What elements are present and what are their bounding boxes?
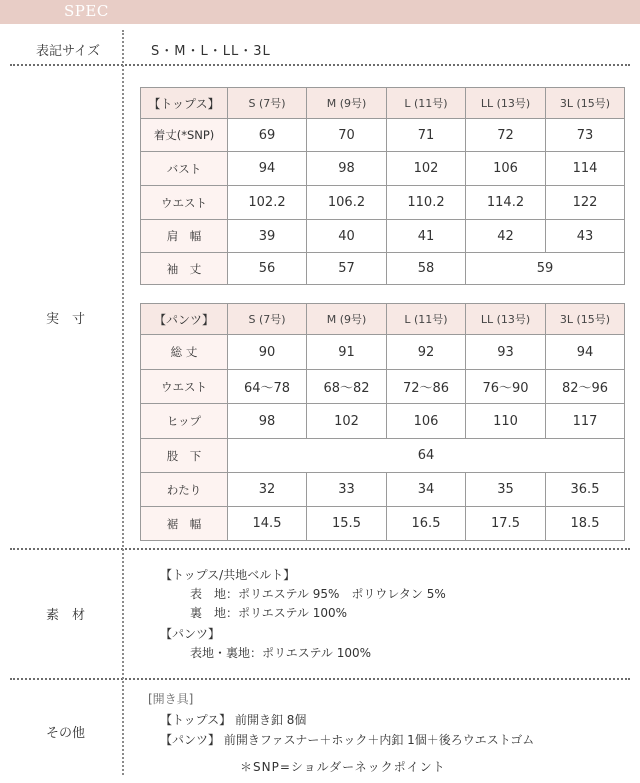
pants-size-table (140, 303, 625, 541)
snp-note: ＊SNP=ショルダーネックポイント (240, 760, 446, 774)
divider-1 (10, 64, 630, 66)
table-cell: 41 (387, 220, 466, 253)
measure-label: 実 寸 (46, 312, 86, 327)
row-label-length: 着丈(*SNP) (141, 119, 228, 152)
tops-size-3l: 3L (15号) (546, 88, 625, 119)
column-divider (122, 30, 124, 775)
table-cell: 58 (387, 253, 466, 285)
tops-size-m: M (9号) (307, 88, 387, 119)
table-cell: 69 (228, 119, 307, 152)
table-row (141, 253, 625, 285)
table-cell: 114 (546, 152, 625, 186)
tops-corner: 【トップス】 (141, 88, 228, 119)
table-cell: 106 (466, 152, 546, 186)
table-cell: 110 (466, 404, 546, 439)
spec-title: SPEC (64, 2, 109, 20)
table-cell-merged: 64 (228, 439, 625, 473)
table-cell: 82〜96 (546, 370, 625, 404)
table-cell: 68〜82 (307, 370, 387, 404)
table-cell: 43 (546, 220, 625, 253)
table-cell: 102.2 (228, 186, 307, 220)
row-label-total-length: 総 丈 (141, 335, 228, 370)
table-row (141, 439, 625, 473)
table-cell: 76〜90 (466, 370, 546, 404)
table-cell: 64〜78 (228, 370, 307, 404)
spec-header-bar (0, 0, 640, 24)
table-row (141, 404, 625, 439)
row-label-shoulder: 肩 幅 (141, 220, 228, 253)
material-tops-outer: 表 地：ポリエステル 95% ポリウレタン 5% (190, 587, 446, 601)
pants-size-ll: LL (13号) (466, 304, 546, 335)
table-cell: 110.2 (387, 186, 466, 220)
pants-size-3l: 3L (15号) (546, 304, 625, 335)
table-row (141, 335, 625, 370)
table-cell: 57 (307, 253, 387, 285)
table-cell: 15.5 (307, 507, 387, 541)
table-cell: 92 (387, 335, 466, 370)
row-label-hip: ヒップ (141, 404, 228, 439)
pants-size-l: L (11号) (387, 304, 466, 335)
material-tops-heading: 【トップス/共地ベルト】 (160, 568, 296, 582)
tops-header-row (141, 88, 625, 119)
table-cell: 16.5 (387, 507, 466, 541)
divider-2 (10, 548, 630, 550)
table-cell: 18.5 (546, 507, 625, 541)
table-cell: 14.5 (228, 507, 307, 541)
table-cell: 102 (307, 404, 387, 439)
table-row (141, 507, 625, 541)
row-label-waist: ウエスト (141, 186, 228, 220)
row-label-hem: 裾 幅 (141, 507, 228, 541)
table-cell: 122 (546, 186, 625, 220)
table-cell: 102 (387, 152, 466, 186)
table-cell: 94 (546, 335, 625, 370)
table-cell: 71 (387, 119, 466, 152)
table-cell: 70 (307, 119, 387, 152)
table-cell: 40 (307, 220, 387, 253)
row-label-bust: バスト (141, 152, 228, 186)
other-label: その他 (46, 726, 86, 741)
table-cell: 35 (466, 473, 546, 507)
tops-size-ll: LL (13号) (466, 88, 546, 119)
table-cell: 98 (228, 404, 307, 439)
table-row (141, 220, 625, 253)
table-cell: 106.2 (307, 186, 387, 220)
table-row (141, 370, 625, 404)
material-pants-heading: 【パンツ】 (160, 627, 221, 641)
table-cell: 72 (466, 119, 546, 152)
table-cell: 36.5 (546, 473, 625, 507)
pants-corner: 【パンツ】 (141, 304, 228, 335)
pants-size-m: M (9号) (307, 304, 387, 335)
tops-size-s: S (7号) (228, 88, 307, 119)
closure-tops: 【トップス】 前開き釦 8個 (160, 713, 307, 727)
table-cell: 39 (228, 220, 307, 253)
table-cell-merged: 59 (466, 253, 625, 285)
table-cell: 98 (307, 152, 387, 186)
row-label-pants-waist: ウエスト (141, 370, 228, 404)
row-label-sleeve: 袖 丈 (141, 253, 228, 285)
table-cell: 106 (387, 404, 466, 439)
table-row (141, 119, 625, 152)
row-label-thigh: わたり (141, 473, 228, 507)
table-row (141, 152, 625, 186)
table-cell: 17.5 (466, 507, 546, 541)
notation-label: 表記サイズ (36, 44, 100, 59)
closure-heading: [開き具] (148, 692, 194, 706)
table-cell: 114.2 (466, 186, 546, 220)
divider-3 (10, 678, 630, 680)
table-cell: 93 (466, 335, 546, 370)
table-cell: 72〜86 (387, 370, 466, 404)
table-row (141, 186, 625, 220)
table-cell: 73 (546, 119, 625, 152)
material-pants-fabric: 表地・裏地：ポリエステル 100% (190, 646, 372, 660)
row-label-inseam: 股 下 (141, 439, 228, 473)
closure-pants: 【パンツ】 前開きファスナー＋ホック＋内釦 1個＋後ろウエストゴム (160, 733, 535, 747)
table-cell: 42 (466, 220, 546, 253)
table-cell: 90 (228, 335, 307, 370)
tops-size-l: L (11号) (387, 88, 466, 119)
pants-header-row (141, 304, 625, 335)
table-cell: 94 (228, 152, 307, 186)
pants-size-s: S (7号) (228, 304, 307, 335)
table-row (141, 473, 625, 507)
table-cell: 91 (307, 335, 387, 370)
table-cell: 117 (546, 404, 625, 439)
notation-sizes: S・M・L・LL・3L (151, 44, 271, 59)
material-tops-lining: 裏 地：ポリエステル 100% (190, 606, 348, 620)
table-cell: 56 (228, 253, 307, 285)
table-cell: 33 (307, 473, 387, 507)
tops-size-table (140, 87, 625, 285)
material-label: 素 材 (46, 608, 86, 623)
table-cell: 32 (228, 473, 307, 507)
table-cell: 34 (387, 473, 466, 507)
